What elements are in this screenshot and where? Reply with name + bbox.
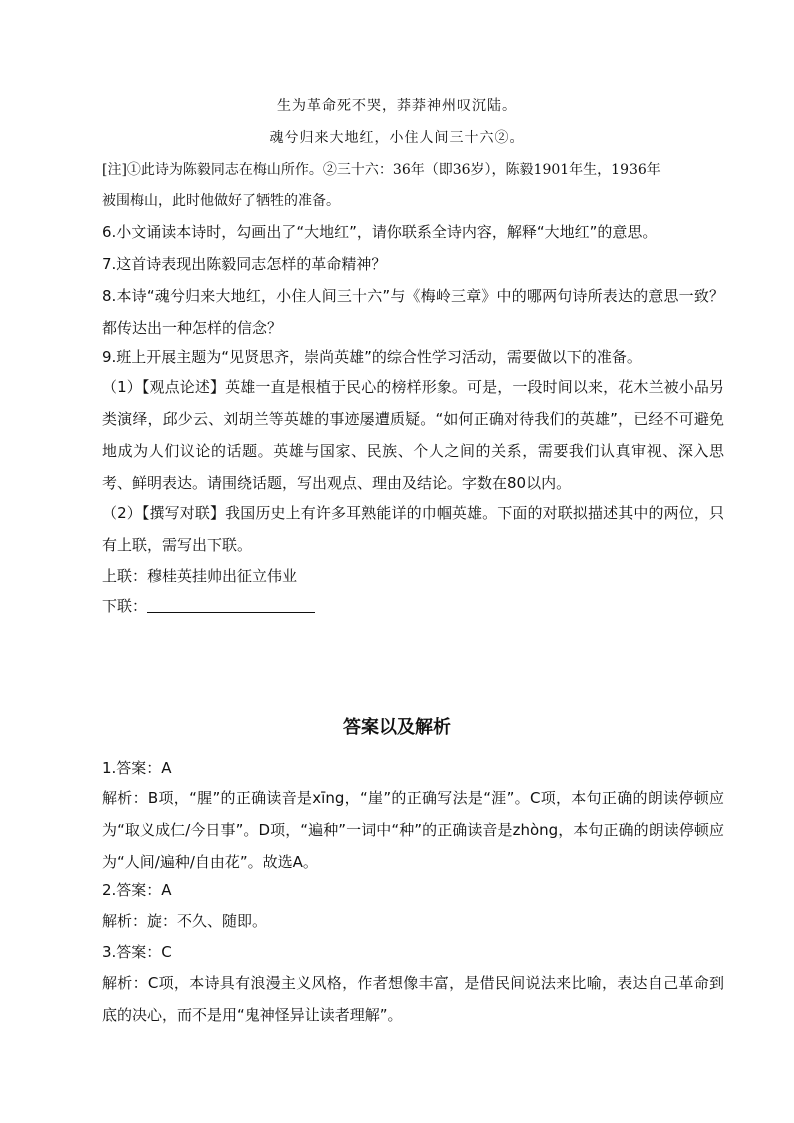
- answer-2: 2.答案：A: [102, 881, 172, 899]
- answers-title: 答案以及解析: [343, 717, 451, 738]
- poem-line-2: 魂兮归来大地红，小住人间三十六②。: [269, 130, 525, 146]
- couplet-lower-label: 下联：: [102, 597, 148, 615]
- question-6: 6.小文诵读本诗时，勾画出了“大地红”，请你联系全诗内容，解释“大地红”的意思。: [102, 223, 658, 241]
- answer-3: 3.答案：C: [102, 943, 172, 961]
- couplet-upper: 上联：穆桂英挂帅出征立伟业: [102, 567, 298, 585]
- answer-1: 1.答案：A: [102, 759, 172, 777]
- explanation-1: 解析：B项，“腥”的正确读音是xīng，“崖”的正确写法是“涯”。C项，本句正确的朗读停顿应为“取义成仁/今日事”。D项，“遍种”一词中“种”的正确读音是zhòng，本句正确的朗读停顿应为“人间/遍种/自由花”。故选A。: [102, 789, 724, 871]
- question-9-part-1: （1）【观点论述】英雄一直是根植于民心的榜样形象。可是，一段时间以来，花木兰被小品另类演绎，邱少云、刘胡兰等英雄的事迹屡遭质疑。“如何正确对待我们的英雄”，已经不可避免地成为人们议论的话题。英雄与国家、民族、个人之间的关系，需要我们认真审视、深入思考、鲜明表达。请围绕话题，写出观点、理由及结论。字数在80以内。: [102, 378, 724, 492]
- question-8: 8.本诗“魂兮归来大地红，小住人间三十六”与《梅岭三章》中的哪两句诗所表达的意思一致？都传达出一种怎样的信念？: [102, 287, 724, 337]
- annotation-note: [102, 155, 724, 217]
- answer-blank-line[interactable]: [147, 594, 315, 613]
- question-9-part-2: （2）【撰写对联】我国历史上有许多耳熟能详的巾帼英雄。下面的对联拟描述其中的两位，只有上联，需写出下联。: [102, 504, 724, 554]
- question-9: 9.班上开展主题为“见贤思齐，崇尚英雄”的综合性学习活动，需要做以下的准备。: [102, 348, 642, 366]
- explanation-2: 解析：旋：不久、随即。: [102, 912, 268, 930]
- question-7: 7.这首诗表现出陈毅同志怎样的革命精神？: [102, 255, 387, 273]
- poem-line-1: 生为革命死不哭，莽莽神州叹沉陆。: [277, 98, 517, 114]
- explanation-3: 解析：C项，本诗具有浪漫主义风格，作者想像丰富，是借民间说法来比喻，表达自己革命到底的决心，而不是用“鬼神怪异让读者理解”。: [102, 974, 724, 1024]
- note-line-2: 被围梅山，此时他做好了牺牲的准备。: [102, 193, 340, 209]
- couplet-lower-row: [102, 590, 724, 622]
- note-line-1: [注]①此诗为陈毅同志在梅山所作。②三十六：36年（即36岁），陈毅1901年生，1936年: [102, 162, 661, 178]
